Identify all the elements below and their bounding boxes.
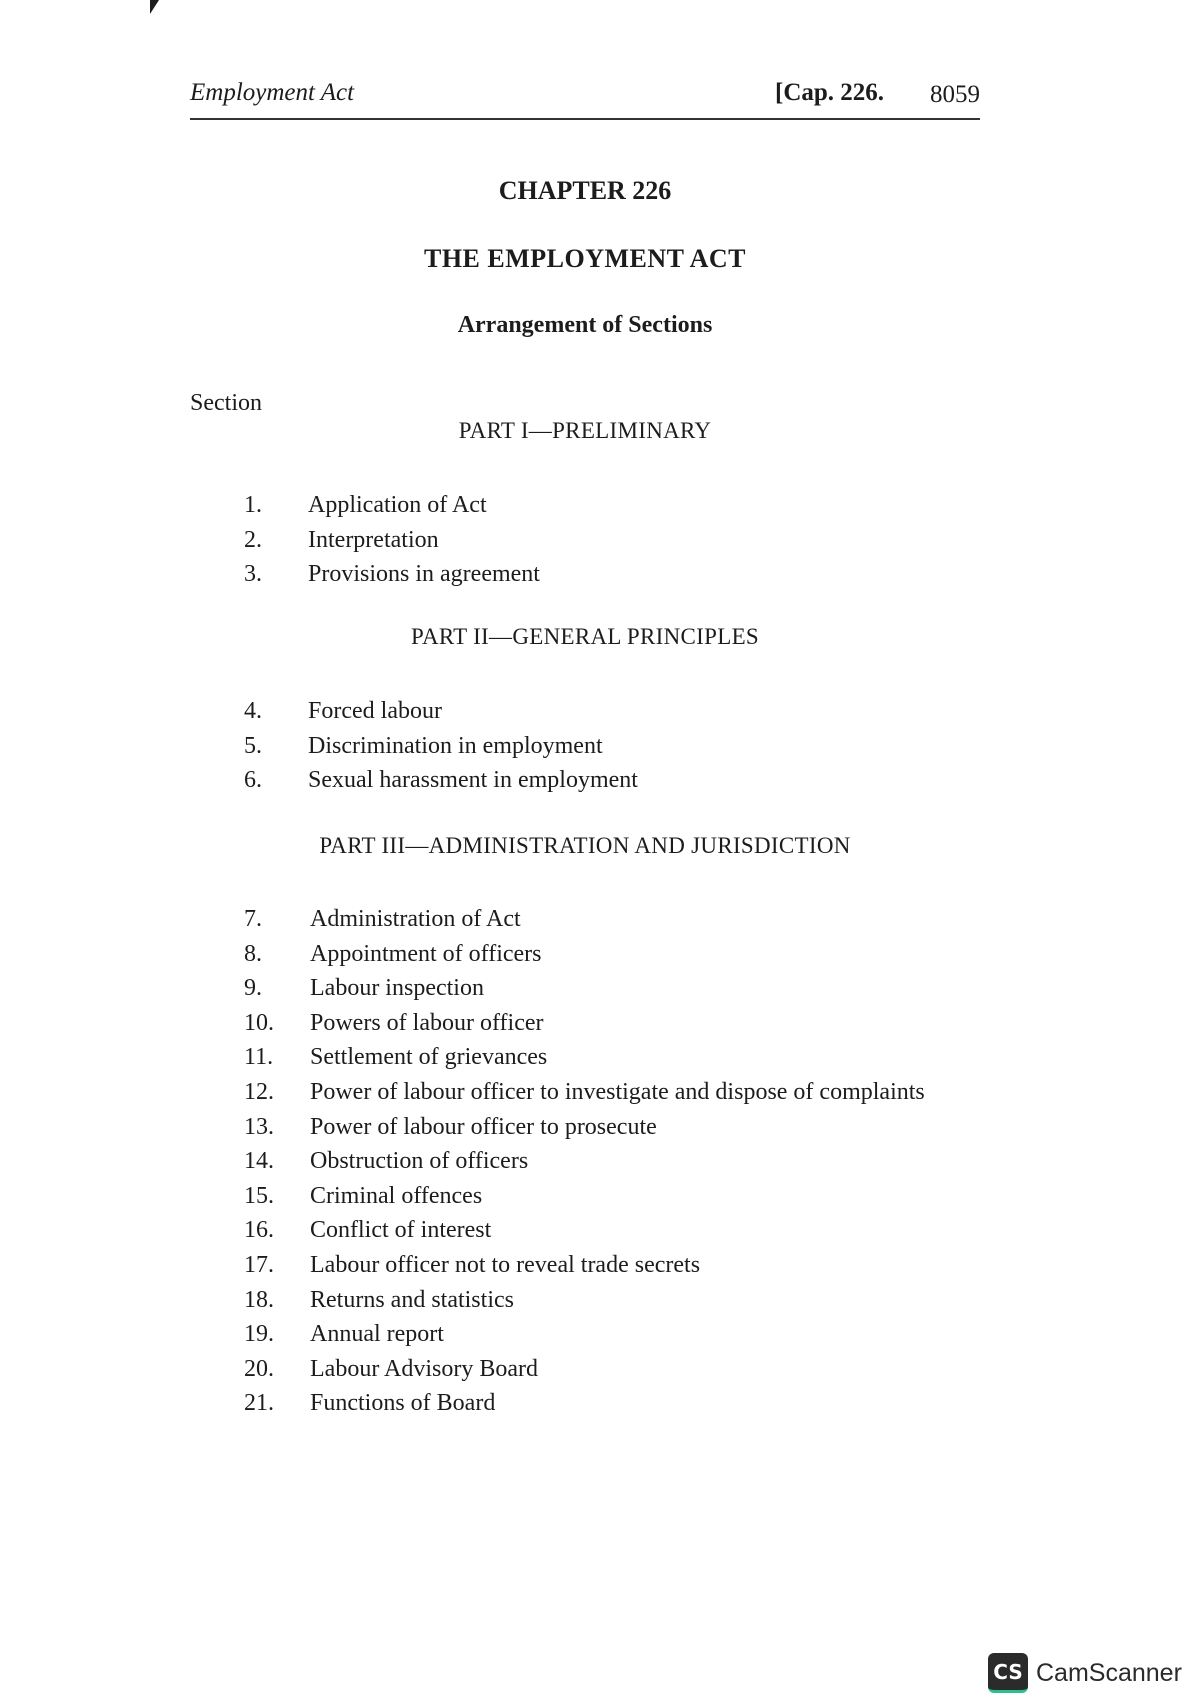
section-number: 18. (244, 1286, 274, 1313)
section-number: 19. (244, 1321, 274, 1348)
corner-mark (150, 0, 159, 14)
camscanner-brand: CamScanner (1036, 1658, 1182, 1687)
section-title: Functions of Board (310, 1390, 496, 1417)
camscanner-logo-icon: CS (988, 1653, 1028, 1693)
section-number: 4. (244, 698, 262, 724)
act-title: THE EMPLOYMENT ACT (423, 244, 746, 273)
header-title: Employment Act (190, 79, 355, 106)
header-rule (190, 118, 980, 120)
part-heading: PART II—GENERAL PRINCIPLES (410, 624, 760, 649)
section-number: 14. (244, 1148, 274, 1175)
header-chapter: [Cap. 226. (775, 79, 885, 106)
section-title: Provisions in agreement (308, 561, 540, 588)
section-number: 15. (244, 1182, 274, 1209)
section-title: Discrimination in employment (308, 732, 603, 759)
part-heading: PART I—PRELIMINARY (458, 418, 712, 443)
section-title: Forced labour (308, 698, 442, 724)
section-number: 17. (244, 1251, 274, 1278)
section-title: Power of labour officer to investigate and dispose of complaints (310, 1078, 925, 1105)
part-heading: PART III—ADMINISTRATION AND JURISDICTION (319, 833, 851, 858)
section-number: 9. (244, 975, 262, 1002)
section-number: 5. (244, 732, 262, 759)
section-title: Criminal offences (310, 1182, 483, 1209)
section-title: Annual report (310, 1321, 444, 1348)
section-number: 1. (244, 492, 262, 518)
section-number: 8. (244, 940, 262, 967)
section-number: 12. (244, 1078, 274, 1105)
section-number: 16. (244, 1217, 274, 1244)
section-title: Returns and statistics (310, 1286, 514, 1313)
chapter-heading: CHAPTER 226 (498, 176, 672, 205)
section-title: Powers of labour officer (310, 1009, 544, 1036)
section-number: 6. (244, 767, 262, 794)
section-title: Labour Advisory Board (310, 1355, 538, 1382)
page-number: 8059 (930, 81, 980, 108)
section-title: Power of labour officer to prosecute (310, 1113, 657, 1140)
section-number: 10. (244, 1009, 274, 1036)
arrangement-heading: Arrangement of Sections (457, 312, 713, 338)
section-title: Sexual harassment in employment (308, 767, 638, 794)
section-title: Interpretation (308, 526, 439, 553)
section-number: 13. (244, 1113, 274, 1140)
section-number: 7. (244, 906, 262, 932)
section-number: 21. (244, 1390, 274, 1417)
section-title: Conflict of interest (310, 1217, 492, 1244)
section-title: Obstruction of officers (310, 1148, 529, 1175)
section-column-label: Section (190, 390, 262, 416)
section-number: 3. (244, 561, 262, 588)
section-number: 2. (244, 526, 262, 553)
section-number: 20. (244, 1355, 274, 1382)
section-title: Settlement of grievances (310, 1044, 548, 1071)
camscanner-watermark (988, 1651, 1182, 1695)
section-title: Administration of Act (310, 906, 521, 932)
section-title: Application of Act (308, 492, 487, 518)
section-title: Labour officer not to reveal trade secrets (310, 1251, 701, 1278)
section-title: Labour inspection (310, 975, 484, 1002)
running-header (190, 76, 980, 108)
section-title: Appointment of officers (310, 940, 542, 967)
section-number: 11. (244, 1044, 274, 1071)
